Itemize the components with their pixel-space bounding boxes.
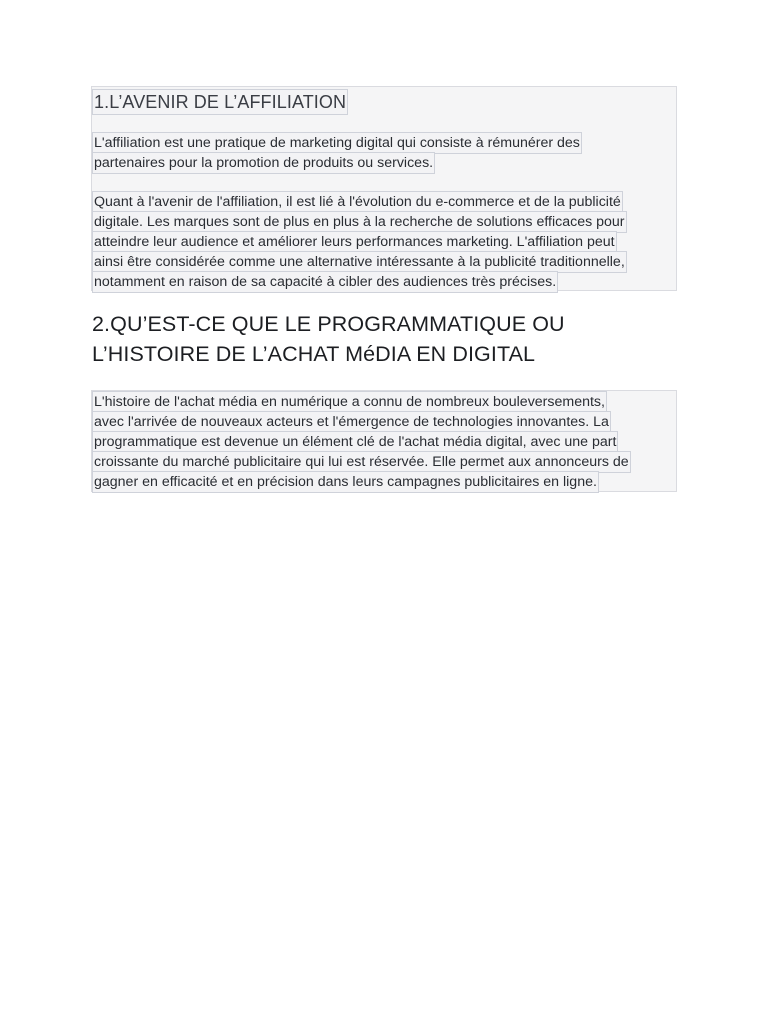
section-heading-affiliation — [92, 89, 348, 115]
section-programmatique — [91, 390, 677, 492]
heading-text: 1.L’AVENIR DE L’AFFILIATION — [92, 89, 348, 115]
paragraph-definition — [92, 132, 582, 172]
text-line: L'affiliation est une pratique de marketing digital qui consiste à rémunérer des — [92, 132, 582, 154]
text-line: partenaires pour la promotion de produits ou services. — [92, 152, 435, 174]
heading-line: L’HISTOIRE DE L’ACHAT MéDIA EN DIGITAL — [92, 342, 536, 366]
text-line: programmatique est devenue un élément clé de l'achat média digital, avec une part — [92, 431, 618, 453]
text-line: croissante du marché publicitaire qui lui est réservée. Elle permet aux annonceurs de — [92, 451, 631, 473]
text-line: atteindre leur audience et améliorer leurs performances marketing. L'affiliation peut — [92, 231, 617, 253]
text-line: L'histoire de l'achat média en numérique a connu de nombreux bouleversements, — [92, 391, 607, 413]
text-line: gagner en efficacité et en précision dans leurs campagnes publicitaires en ligne. — [92, 471, 599, 493]
text-line: notamment en raison de sa capacité à cibler des audiences très précises. — [92, 271, 558, 293]
heading-line: 2.QU’EST-CE QUE LE PROGRAMMATIQUE OU — [92, 312, 565, 336]
text-line: Quant à l'avenir de l'affiliation, il est lié à l'évolution du e-commerce et de la publicité — [92, 191, 623, 213]
text-line: ainsi être considérée comme une alternative intéressante à la publicité traditionnelle, — [92, 251, 627, 273]
section-heading-programmatique — [92, 309, 565, 369]
text-line: digitale. Les marques sont de plus en plus à la recherche de solutions efficaces pour — [92, 211, 627, 233]
section-affiliation — [91, 86, 677, 291]
paragraph-future — [92, 191, 627, 291]
text-line: avec l'arrivée de nouveaux acteurs et l'émergence de technologies innovantes. La — [92, 411, 611, 433]
paragraph-history — [92, 391, 631, 491]
